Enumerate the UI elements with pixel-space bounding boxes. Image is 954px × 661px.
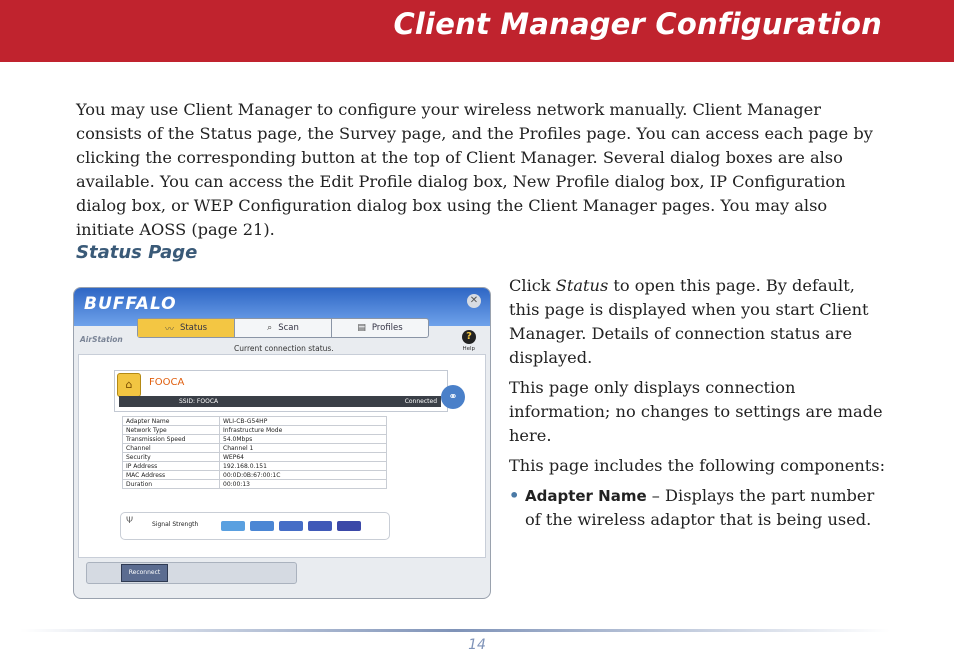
status-caption: Current connection status. [234, 344, 334, 353]
status-description [509, 274, 889, 370]
detail-label: Security [123, 453, 220, 462]
close-icon[interactable]: ✕ [467, 294, 481, 308]
detail-label: Channel [123, 444, 220, 453]
tab-scan[interactable] [235, 319, 332, 337]
table-row [123, 462, 387, 471]
header-banner [0, 0, 954, 62]
help-label: Help [462, 346, 475, 352]
client-manager-screenshot [73, 287, 491, 599]
tab-scan-label: Scan [278, 323, 299, 333]
detail-value: 00:0D:0B:67:00:1C [220, 471, 387, 480]
antenna-icon: Ψ [126, 516, 134, 526]
tab-status[interactable] [138, 319, 235, 337]
bullet-dot: • [509, 486, 520, 505]
detail-value: WLI-CB-G54HP [220, 417, 387, 426]
document-icon: ▤ [357, 323, 366, 333]
ssid-text: SSID: FOOCA [179, 398, 219, 405]
signal-wave-icon: 〰 [164, 324, 174, 335]
detail-label: IP Address [123, 462, 220, 471]
description-column [509, 274, 889, 532]
table-row [123, 435, 387, 444]
signal-bar [250, 521, 274, 531]
table-row [123, 471, 387, 480]
connection-state: Connected [404, 398, 437, 405]
details-table [122, 416, 387, 489]
signal-bar [308, 521, 332, 531]
signal-bar [279, 521, 303, 531]
tab-profiles[interactable] [332, 319, 428, 337]
section-heading: Status Page [76, 242, 198, 263]
detail-label: Network Type [123, 426, 220, 435]
p1-prefix: Click [509, 276, 556, 295]
table-row [123, 417, 387, 426]
status-emphasis: Status [555, 276, 609, 295]
footer-rule [20, 629, 890, 632]
list-item [509, 484, 889, 532]
table-row [123, 426, 387, 435]
table-row [123, 453, 387, 462]
detail-label: MAC Address [123, 471, 220, 480]
help-icon[interactable]: ? [462, 330, 476, 344]
detail-value: 192.168.0.151 [220, 462, 387, 471]
detail-value: WEP64 [220, 453, 387, 462]
buffalo-logo: BUFFALO [84, 294, 177, 314]
page-number: 14 [468, 637, 486, 653]
profile-folder-icon: ⌂ [117, 373, 141, 397]
detail-value: 54.0Mbps [220, 435, 387, 444]
table-row [123, 444, 387, 453]
page-title: Client Manager Configuration [393, 7, 882, 41]
detail-label: Adapter Name [123, 417, 220, 426]
bullet-term: Adapter Name [525, 487, 647, 505]
detail-value: Channel 1 [220, 444, 387, 453]
bullet-text: – Displays the part number of the wireless adaptor that is being used. [525, 486, 875, 529]
components-intro: This page includes the following components: [509, 456, 886, 475]
status-bar [86, 562, 297, 584]
airstation-brand: AirStation [80, 335, 123, 344]
ssid-bar [119, 396, 441, 407]
signal-strength-label: Signal Strength [152, 521, 199, 528]
connection-link-icon: ⚭ [441, 385, 465, 409]
tab-status-label: Status [179, 323, 208, 333]
p1-suffix: to open this page. By default, this page is displayed when you start Client Manager. Details of connection status are displayed. [509, 276, 869, 367]
tab-profiles-label: Profiles [371, 323, 403, 333]
intro-paragraph: You may use Client Manager to configure your wireless network manually. Client Manager consists of the Status page, the Survey page, and the Profiles page. You can access each page by clicking the corresponding button at the top of Client Manager. Several dialog boxes are also available. You can access the Edit Profile dialog box, New Profile dialog box, IP Configuration dialog box, or WEP Configuration dialog box using the Client Manager pages. You may also initiate AOSS (page 21). [76, 100, 873, 239]
magnifier-icon: ⌕ [267, 323, 273, 333]
detail-value: 00:00:13 [220, 480, 387, 489]
signal-bar [337, 521, 361, 531]
reconnect-button[interactable]: Reconnect [121, 564, 168, 582]
detail-value: Infrastructure Mode [220, 426, 387, 435]
table-row [123, 480, 387, 489]
info-only-paragraph: This page only displays connection information; no changes to settings are made here. [509, 378, 883, 445]
detail-label: Transmission Speed [123, 435, 220, 444]
detail-label: Duration [123, 480, 220, 489]
tab-bar [137, 318, 429, 338]
signal-bar [221, 521, 245, 531]
profile-name: FOOCA [149, 377, 185, 388]
bullet-content [525, 484, 889, 532]
